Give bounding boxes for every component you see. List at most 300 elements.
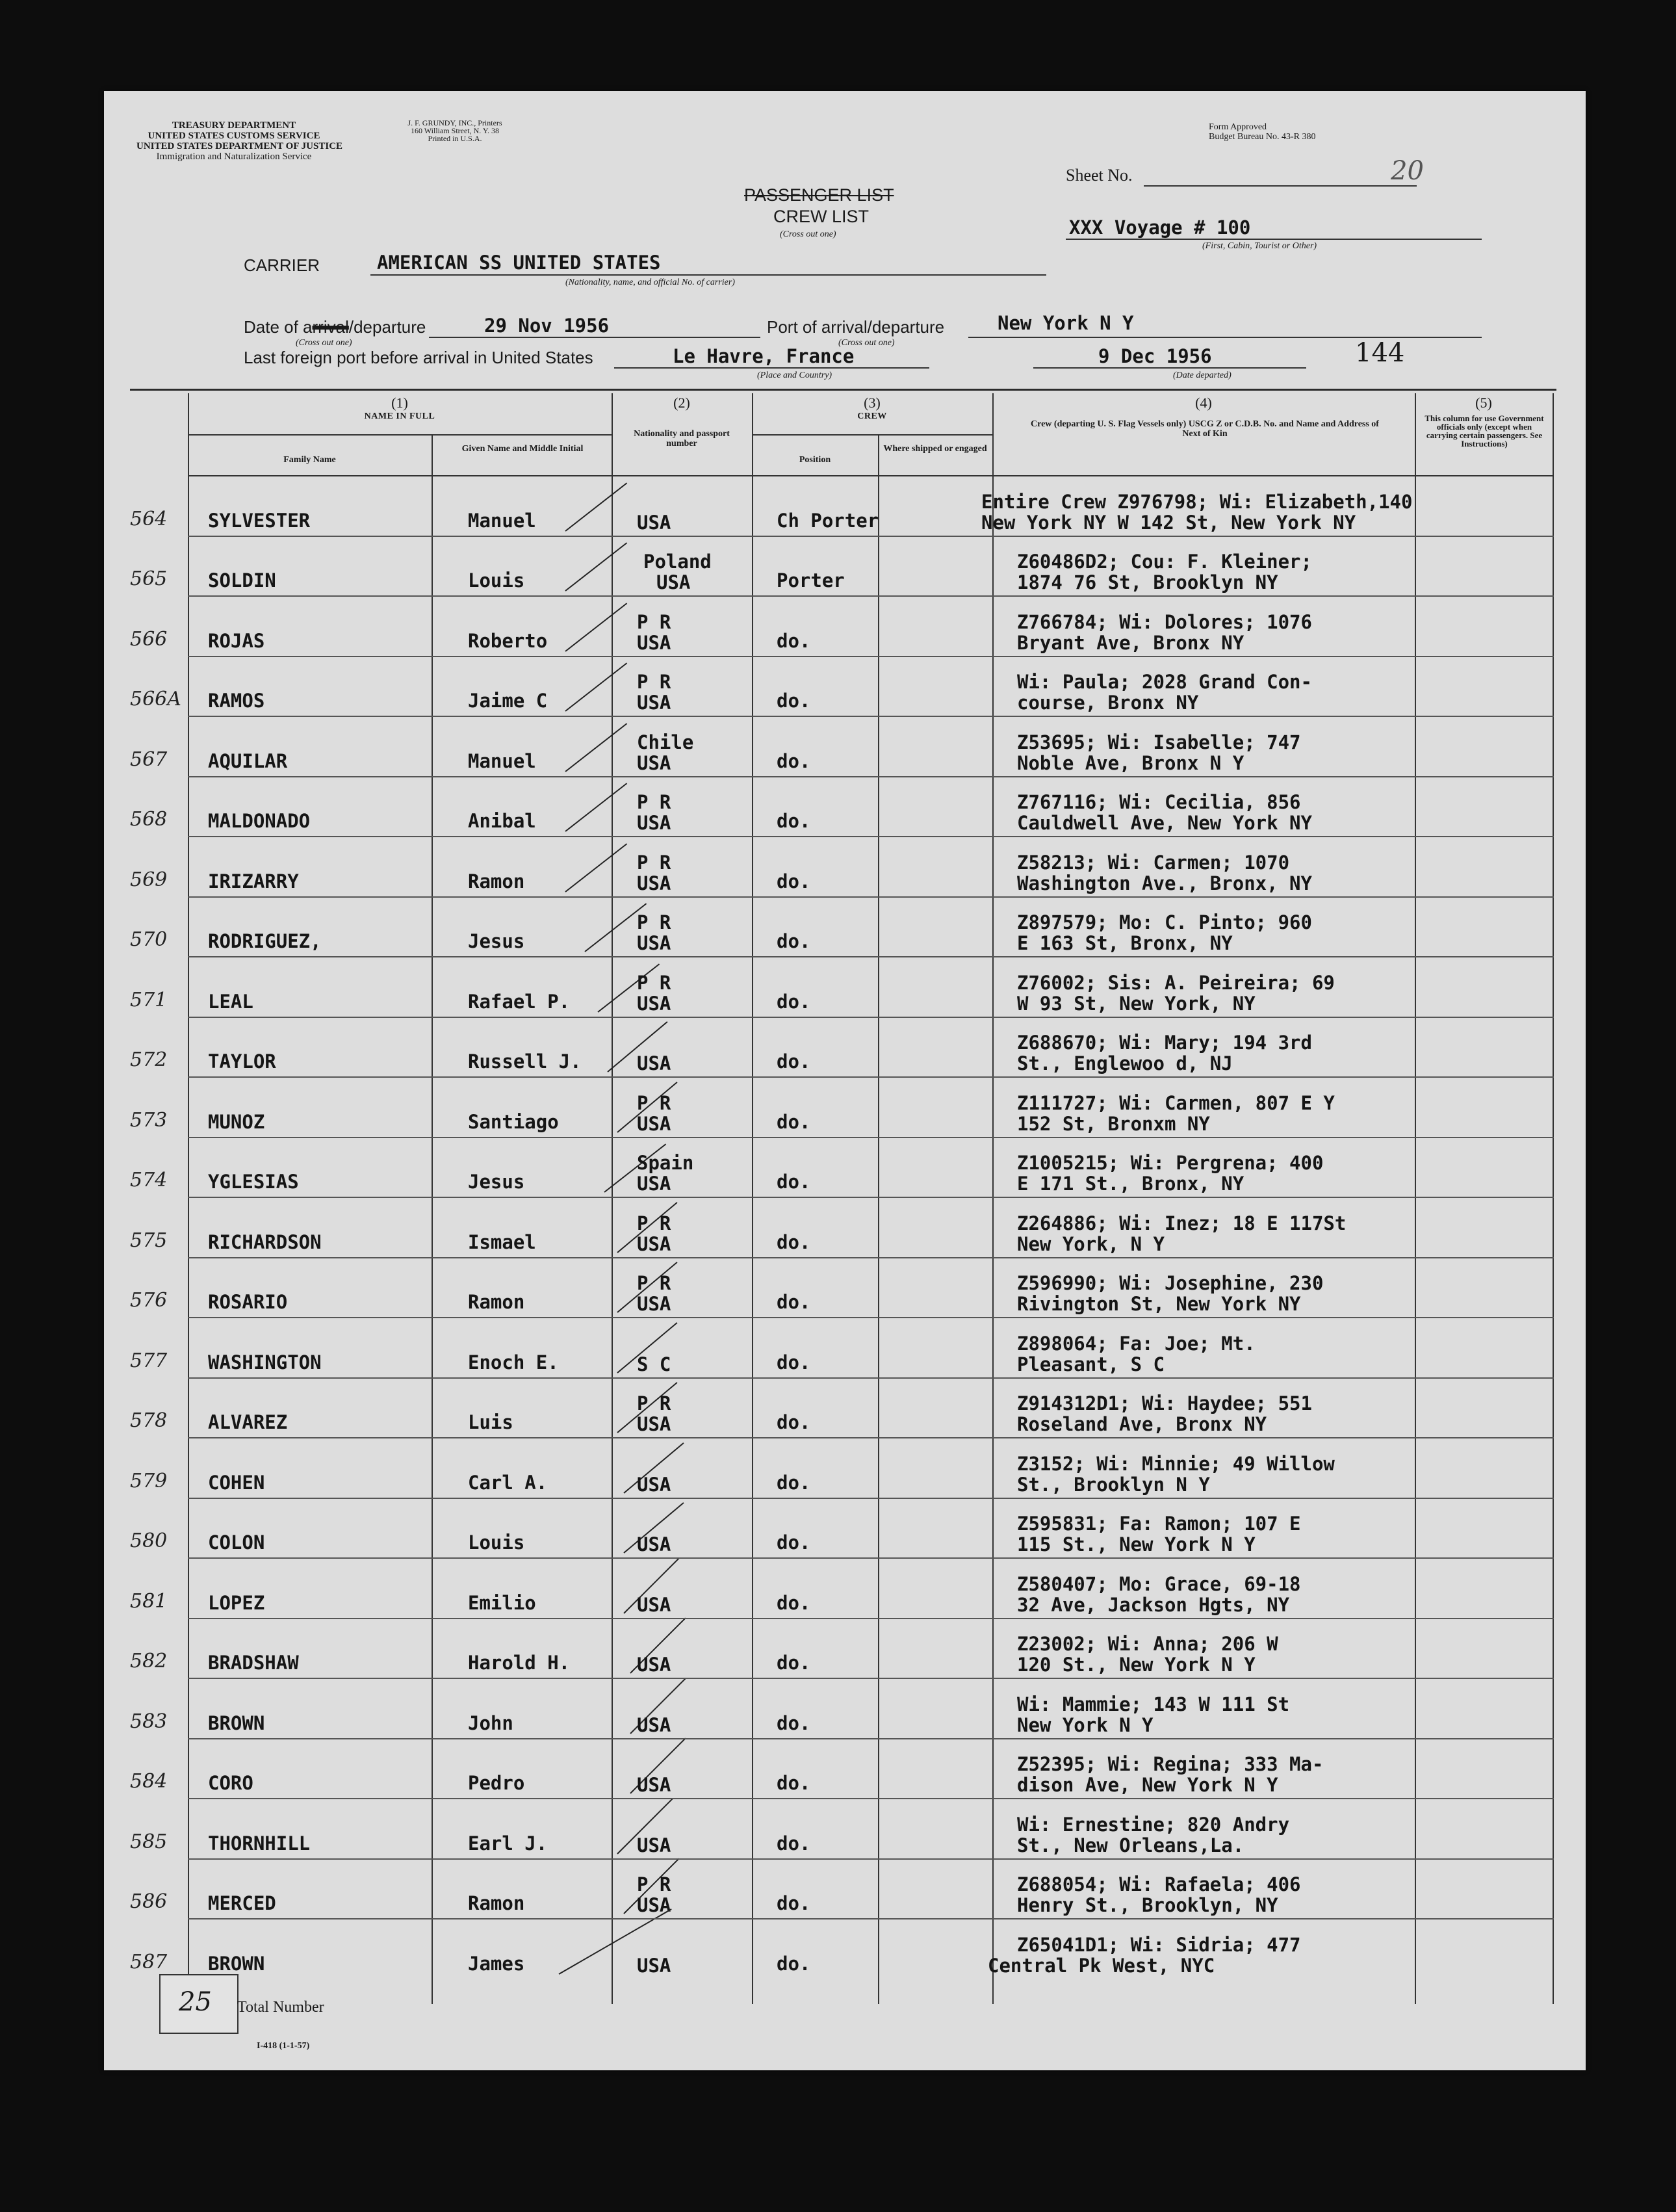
date-label xyxy=(244,317,426,337)
next-of-kin-line: Z23002; Wi: Anna; 206 W xyxy=(1017,1633,1278,1655)
table-row xyxy=(104,597,1554,657)
nationality-line: USA xyxy=(637,872,671,894)
family-name: AQUILAR xyxy=(208,749,288,772)
next-of-kin-line: Central Pk West, NYC xyxy=(988,1954,1215,1977)
col2-label-text: Nationality and passport number xyxy=(634,429,730,449)
next-of-kin-line: Pleasant, S C xyxy=(1017,1353,1165,1375)
next-of-kin-line: dison Ave, New York N Y xyxy=(1017,1774,1278,1796)
next-of-kin xyxy=(1017,1093,1335,1134)
next-of-kin-line: St., Englewoo d, NJ xyxy=(1017,1052,1233,1074)
position: do. xyxy=(777,1351,811,1373)
next-of-kin-line: Z264886; Wi: Inez; 18 E 117St xyxy=(1017,1212,1347,1234)
sheet-underline xyxy=(1144,185,1417,187)
table-row xyxy=(104,1018,1554,1078)
col1-header xyxy=(188,395,612,422)
next-of-kin xyxy=(1017,1814,1289,1856)
nationality-line: USA xyxy=(637,1112,671,1135)
family-name: RODRIGUEZ, xyxy=(208,930,322,952)
table-row xyxy=(104,1438,1554,1499)
row-number: 570 xyxy=(130,928,168,951)
nationality-line: USA xyxy=(637,1533,671,1555)
row-number: 578 xyxy=(130,1409,168,1432)
next-of-kin xyxy=(1017,1152,1323,1194)
agency-line: TREASURY DEPARTMENT xyxy=(172,120,296,131)
row-number: 572 xyxy=(130,1048,168,1071)
port-caption: (Cross out one) xyxy=(838,338,895,348)
row-rule xyxy=(188,1557,1554,1559)
given-name: Carl A. xyxy=(468,1471,548,1494)
next-of-kin xyxy=(1017,1754,1323,1795)
nationality xyxy=(637,1594,671,1615)
nationality xyxy=(637,1354,671,1375)
nationality xyxy=(637,1474,671,1495)
printer-line: 160 William Street, N. Y. 38 xyxy=(411,126,499,135)
col1-split xyxy=(188,434,612,436)
row-number: 585 xyxy=(130,1830,168,1853)
given-name: Louis xyxy=(468,1531,525,1554)
nationality-line: USA xyxy=(637,1654,671,1676)
nationality-line: USA xyxy=(637,1473,671,1496)
nationality-line: USA xyxy=(637,932,671,954)
check-mark xyxy=(565,482,627,531)
row-number: 564 xyxy=(130,507,168,530)
next-of-kin-line: Wi: Ernestine; 820 Andry xyxy=(1017,1813,1290,1836)
nationality-line: P R xyxy=(637,1091,671,1114)
row-number: 568 xyxy=(130,808,168,831)
next-of-kin-line: Z914312D1; Wi: Haydee; 551 xyxy=(1017,1392,1312,1414)
next-of-kin-line: 120 St., New York N Y xyxy=(1017,1654,1256,1676)
check-mark xyxy=(565,603,627,651)
nationality-line: P R xyxy=(637,971,671,994)
nationality xyxy=(637,1534,671,1555)
next-of-kin-line: New York, N Y xyxy=(1017,1232,1165,1255)
nationality-line: USA xyxy=(637,1593,671,1616)
next-of-kin-line: Z688054; Wi: Rafaela; 406 xyxy=(1017,1873,1301,1895)
port-label: Port of arrival/departure xyxy=(767,317,945,337)
col1-family-header: Family Name xyxy=(283,455,336,465)
position: do. xyxy=(777,1652,811,1674)
col3-where-header xyxy=(883,444,987,454)
nationality-line: USA xyxy=(637,992,671,1015)
col2-label xyxy=(625,429,739,449)
row-number: 575 xyxy=(130,1229,168,1252)
next-of-kin xyxy=(1017,671,1312,713)
col5-header xyxy=(1415,395,1553,411)
row-rule xyxy=(188,1076,1554,1078)
next-of-kin-line: Z53695; Wi: Isabelle; 747 xyxy=(1017,731,1301,753)
next-of-kin xyxy=(1017,912,1312,954)
check-mark xyxy=(565,783,627,831)
position: do. xyxy=(777,1291,811,1313)
family-name: THORNHILL xyxy=(208,1832,311,1854)
next-of-kin-line: Roseland Ave, Bronx NY xyxy=(1017,1413,1267,1435)
family-name: LEAL xyxy=(208,990,253,1013)
next-of-kin-line: E 163 St, Bronx, NY xyxy=(1017,932,1233,954)
given-name: Enoch E. xyxy=(468,1351,559,1373)
col3-header xyxy=(752,395,992,422)
nationality-line: Spain xyxy=(637,1152,694,1174)
class-voyage-value: XXX Voyage # 100 xyxy=(1069,216,1251,239)
nationality xyxy=(637,1835,671,1856)
given-name: Santiago xyxy=(468,1110,559,1133)
next-of-kin xyxy=(1017,551,1312,593)
row-number: 569 xyxy=(130,868,168,891)
position: do. xyxy=(777,810,811,832)
table-row xyxy=(104,717,1554,777)
given-name: Ramon xyxy=(468,1892,525,1914)
next-of-kin-line: Z52395; Wi: Regina; 333 Ma- xyxy=(1017,1753,1324,1775)
family-name: TAYLOR xyxy=(208,1050,276,1073)
given-name: Jaime C xyxy=(468,690,548,712)
row-rule xyxy=(188,536,1554,537)
next-of-kin-line: 152 St, Bronxm NY xyxy=(1017,1112,1210,1135)
check-mark xyxy=(565,662,627,711)
col1-given-header-text: Given Name and Middle Initial xyxy=(461,444,584,454)
date-departed-caption: (Date departed) xyxy=(1173,371,1231,380)
row-number: 581 xyxy=(130,1589,168,1613)
next-of-kin-line: Noble Ave, Bronx N Y xyxy=(1017,751,1244,774)
family-name: ROJAS xyxy=(208,629,265,652)
next-of-kin-line: course, Bronx NY xyxy=(1017,692,1199,714)
passenger-list-title: PASSENGER LIST xyxy=(744,185,894,205)
next-of-kin-line: Z65041D1; Wi: Sidria; 477 xyxy=(1017,1933,1301,1956)
position: do. xyxy=(777,1832,811,1854)
next-of-kin-line: Z58213; Wi: Carmen; 1070 xyxy=(1017,851,1290,874)
next-of-kin xyxy=(1017,732,1301,774)
col5-label xyxy=(1423,414,1546,448)
sheet-number: 20 xyxy=(1391,156,1424,186)
agency-line: Immigration and Naturalization Service xyxy=(156,151,312,162)
given-name: Rafael P. xyxy=(468,990,571,1013)
table-row xyxy=(104,1379,1554,1439)
row-rule xyxy=(188,1858,1554,1860)
nationality xyxy=(637,1654,671,1675)
next-of-kin xyxy=(1017,1333,1256,1375)
row-rule xyxy=(188,1377,1554,1379)
table-row xyxy=(104,1559,1554,1619)
family-name: SOLDIN xyxy=(208,569,276,592)
family-name: ALVAREZ xyxy=(208,1411,288,1433)
row-number: 584 xyxy=(130,1770,168,1793)
nationality xyxy=(637,1093,671,1134)
total-number-label: Total Number xyxy=(237,1999,324,2016)
next-of-kin-line: Z688670; Wi: Mary; 194 3rd xyxy=(1017,1032,1312,1054)
printer-block xyxy=(390,119,520,142)
nationality xyxy=(637,512,671,533)
table-row xyxy=(104,1799,1554,1860)
family-name: MERCED xyxy=(208,1892,276,1914)
next-of-kin-line: Z767116; Wi: Cecilia, 856 xyxy=(1017,791,1301,813)
given-name: Anibal xyxy=(468,810,536,832)
position: do. xyxy=(777,1110,811,1133)
nationality xyxy=(637,1273,671,1314)
position: do. xyxy=(777,749,811,772)
nationality xyxy=(637,792,671,833)
nationality-line: Poland xyxy=(643,551,712,573)
next-of-kin-line: St., New Orleans,La. xyxy=(1017,1834,1244,1856)
given-name: Ramon xyxy=(468,1291,525,1313)
next-of-kin-line: W 93 St, New York, NY xyxy=(1017,992,1256,1015)
next-of-kin xyxy=(1017,1032,1312,1074)
family-name: IRIZARRY xyxy=(208,870,299,892)
page-stamp: 144 xyxy=(1355,338,1405,368)
position: do. xyxy=(777,1471,811,1494)
nationality-line: P R xyxy=(637,851,671,874)
next-of-kin-line: New York NY W 142 St, New York NY xyxy=(981,511,1356,534)
given-name: Luis xyxy=(468,1411,513,1433)
total-number-box xyxy=(159,1974,239,2034)
given-name: Pedro xyxy=(468,1772,525,1794)
date-departed-value: 9 Dec 1956 xyxy=(1098,345,1212,367)
family-name: SYLVESTER xyxy=(208,509,311,532)
date-label-prefix: Date of a xyxy=(244,317,313,337)
nationality-line: P R xyxy=(637,1212,671,1234)
position: do. xyxy=(777,1171,811,1193)
row-number: 586 xyxy=(130,1890,168,1913)
family-name: ROSARIO xyxy=(208,1291,288,1313)
given-name: Harold H. xyxy=(468,1652,571,1674)
nationality-line: P R xyxy=(637,1392,671,1414)
table-row xyxy=(104,1198,1554,1258)
nationality-line: USA xyxy=(637,1894,671,1916)
position: do. xyxy=(777,1892,811,1914)
given-name: Jesus xyxy=(468,1171,525,1193)
form-approved-line: Form Approved xyxy=(1209,122,1267,132)
foreign-port-underline xyxy=(614,367,929,369)
next-of-kin-line: Z766784; Wi: Dolores; 1076 xyxy=(1017,610,1312,633)
nationality-line: USA xyxy=(637,1713,671,1736)
table-row xyxy=(104,1318,1554,1379)
nationality-line: P R xyxy=(637,1873,671,1895)
row-number: 571 xyxy=(130,988,168,1011)
col4-header xyxy=(992,395,1415,411)
family-name: RAMOS xyxy=(208,690,265,712)
given-name: Louis xyxy=(468,569,525,592)
nationality-line: P R xyxy=(637,911,671,933)
table-row xyxy=(104,1499,1554,1559)
next-of-kin xyxy=(1017,852,1312,894)
col4-number: (4) xyxy=(1195,395,1212,411)
next-of-kin-line: Z1005215; Wi: Pergrena; 400 xyxy=(1017,1152,1324,1174)
next-of-kin-line: 1874 76 St, Brooklyn NY xyxy=(1017,571,1278,593)
form-approved-line: Budget Bureau No. 43-R 380 xyxy=(1209,132,1316,142)
row-rule xyxy=(188,656,1554,657)
table-row xyxy=(104,476,1554,537)
row-rule xyxy=(188,1798,1554,1799)
nationality xyxy=(637,1874,671,1916)
row-number: 583 xyxy=(130,1710,168,1733)
position: do. xyxy=(777,690,811,712)
row-rule xyxy=(188,1498,1554,1499)
form-id: I-418 (1-1-57) xyxy=(257,2041,310,2051)
nationality xyxy=(637,852,671,894)
next-of-kin-line: Z897579; Mo: C. Pinto; 960 xyxy=(1017,911,1312,933)
printer-line: Printed in U.S.A. xyxy=(428,134,482,143)
nationality xyxy=(637,1053,671,1074)
next-of-kin xyxy=(1017,1453,1335,1495)
nationality-line: USA xyxy=(637,1774,671,1796)
next-of-kin-line: Z580407; Mo: Grace, 69-18 xyxy=(1017,1572,1301,1595)
row-rule xyxy=(188,1618,1554,1619)
nationality-line: USA xyxy=(637,631,671,654)
table-row xyxy=(104,777,1554,838)
nationality xyxy=(637,671,671,713)
next-of-kin xyxy=(1017,972,1335,1014)
date-label-struck: rrival xyxy=(312,317,349,337)
family-name: CORO xyxy=(208,1772,253,1794)
check-mark xyxy=(565,542,627,591)
printer-line: J. F. GRUNDY, INC., Printers xyxy=(407,118,502,127)
given-name: Earl J. xyxy=(468,1832,548,1854)
given-name: Russell J. xyxy=(468,1050,582,1073)
nationality xyxy=(637,1393,671,1435)
family-name: MUNOZ xyxy=(208,1110,265,1133)
row-number: 582 xyxy=(130,1650,168,1672)
foreign-port-value: Le Havre, France xyxy=(673,345,855,367)
given-name: James xyxy=(468,1952,525,1975)
nationality-line: Chile xyxy=(637,731,694,753)
nationality-line: USA xyxy=(637,692,671,714)
next-of-kin-line: Z596990; Wi: Josephine, 230 xyxy=(1017,1272,1324,1294)
row-number: 565 xyxy=(130,567,168,590)
col3-number: (3) xyxy=(864,395,881,411)
nationality-line: USA xyxy=(637,1834,671,1856)
position: do. xyxy=(777,1411,811,1433)
next-of-kin-line: Cauldwell Ave, New York NY xyxy=(1017,812,1312,834)
next-of-kin xyxy=(1017,1574,1301,1615)
next-of-kin xyxy=(981,491,1412,533)
next-of-kin-line: Wi: Paula; 2028 Grand Con- xyxy=(1017,671,1312,693)
next-of-kin-line: Z898064; Fa: Joe; Mt. xyxy=(1017,1332,1256,1355)
row-rule xyxy=(188,1257,1554,1258)
family-name: COHEN xyxy=(208,1471,265,1494)
next-of-kin xyxy=(1017,1393,1312,1435)
family-name: WASHINGTON xyxy=(208,1351,322,1373)
next-of-kin-line: Bryant Ave, Bronx NY xyxy=(1017,631,1244,654)
position: do. xyxy=(777,930,811,952)
row-number: 566A xyxy=(130,688,181,710)
next-of-kin-line: New York N Y xyxy=(1017,1713,1154,1736)
next-of-kin-line: St., Brooklyn N Y xyxy=(1017,1473,1210,1496)
date-value: 29 Nov 1956 xyxy=(484,315,610,337)
check-mark xyxy=(565,843,627,892)
given-name: Ramon xyxy=(468,870,525,892)
col5-label-text: This column for use Government officials only (except when carrying certain passengers. See Instructions) xyxy=(1425,413,1544,449)
nationality-line: USA xyxy=(637,751,671,774)
nationality-line: P R xyxy=(637,791,671,813)
date-departed-underline xyxy=(1033,367,1306,369)
table-row xyxy=(104,837,1554,898)
next-of-kin-line: Z76002; Sis: A. Peireira; 69 xyxy=(1017,971,1335,994)
family-name: BROWN xyxy=(208,1711,265,1734)
next-of-kin-line: E 171 St., Bronx, NY xyxy=(1017,1173,1244,1195)
nationality xyxy=(643,551,712,593)
next-of-kin xyxy=(1017,1273,1323,1314)
row-number: 579 xyxy=(130,1469,168,1492)
position: do. xyxy=(777,1230,811,1253)
row-rule xyxy=(188,1137,1554,1138)
nationality xyxy=(637,912,671,954)
position: do. xyxy=(777,1591,811,1614)
family-name: YGLESIAS xyxy=(208,1171,299,1193)
next-of-kin xyxy=(1017,1633,1278,1675)
col1-number: (1) xyxy=(391,395,408,411)
table-row xyxy=(104,1739,1554,1800)
given-name: John xyxy=(468,1711,513,1734)
col5-number: (5) xyxy=(1475,395,1492,411)
class-underline xyxy=(1066,239,1482,240)
nationality-line: S C xyxy=(637,1353,671,1375)
nationality xyxy=(637,1213,671,1255)
next-of-kin xyxy=(1017,1874,1301,1916)
nationality-line: USA xyxy=(637,812,671,834)
position: do. xyxy=(777,870,811,892)
nationality-line: P R xyxy=(637,610,671,633)
position: do. xyxy=(777,990,811,1013)
given-name: Jesus xyxy=(468,930,525,952)
nationality xyxy=(637,972,671,1014)
table-row xyxy=(104,1078,1554,1138)
table-row xyxy=(104,537,1554,597)
col3-label: CREW xyxy=(857,411,887,421)
col3-where-header-text: Where shipped or engaged xyxy=(883,444,987,454)
header-rule xyxy=(130,389,1556,391)
list-caption: (Cross out one) xyxy=(780,229,836,239)
next-of-kin xyxy=(1017,792,1312,833)
family-name: BRADSHAW xyxy=(208,1652,299,1674)
row-rule xyxy=(188,1317,1554,1318)
position: Ch Porter xyxy=(777,509,879,532)
row-number: 567 xyxy=(130,748,168,771)
table-row xyxy=(104,1258,1554,1319)
form-sheet xyxy=(104,91,1586,2070)
row-number: 573 xyxy=(130,1108,168,1132)
row-rule xyxy=(188,836,1554,837)
row-number: 574 xyxy=(130,1169,168,1191)
nationality xyxy=(637,732,693,774)
row-number: 566 xyxy=(130,627,168,651)
position: do. xyxy=(777,629,811,652)
next-of-kin-line: Z60486D2; Cou: F. Kleiner; xyxy=(1017,551,1312,573)
col1-label: NAME IN FULL xyxy=(364,411,435,421)
port-underline xyxy=(968,337,1482,338)
given-name: Ismael xyxy=(468,1230,536,1253)
nationality xyxy=(637,1955,671,1976)
table-row xyxy=(104,957,1554,1018)
next-of-kin-line: Wi: Mammie; 143 W 111 St xyxy=(1017,1693,1290,1715)
carrier-label: CARRIER xyxy=(244,255,320,275)
nationality xyxy=(637,1715,671,1736)
nationality-line: USA xyxy=(637,511,671,534)
table-row xyxy=(104,1619,1554,1680)
row-rule xyxy=(188,1197,1554,1198)
crew-list-title: CREW LIST xyxy=(773,207,870,226)
row-rule xyxy=(188,896,1554,898)
port-value: New York N Y xyxy=(998,312,1134,334)
position: Porter xyxy=(777,569,845,592)
date-underline xyxy=(429,337,760,338)
given-name: Emilio xyxy=(468,1591,536,1614)
next-of-kin-line: 32 Ave, Jackson Hgts, NY xyxy=(1017,1593,1290,1616)
sheet-label: Sheet No. xyxy=(1066,166,1133,185)
family-name: BROWN xyxy=(208,1952,265,1975)
position: do. xyxy=(777,1531,811,1554)
nationality-line: USA xyxy=(656,571,691,593)
table-row xyxy=(104,898,1554,958)
col3-split xyxy=(752,434,992,436)
total-number-value: 25 xyxy=(179,1987,212,2017)
position: do. xyxy=(777,1711,811,1734)
